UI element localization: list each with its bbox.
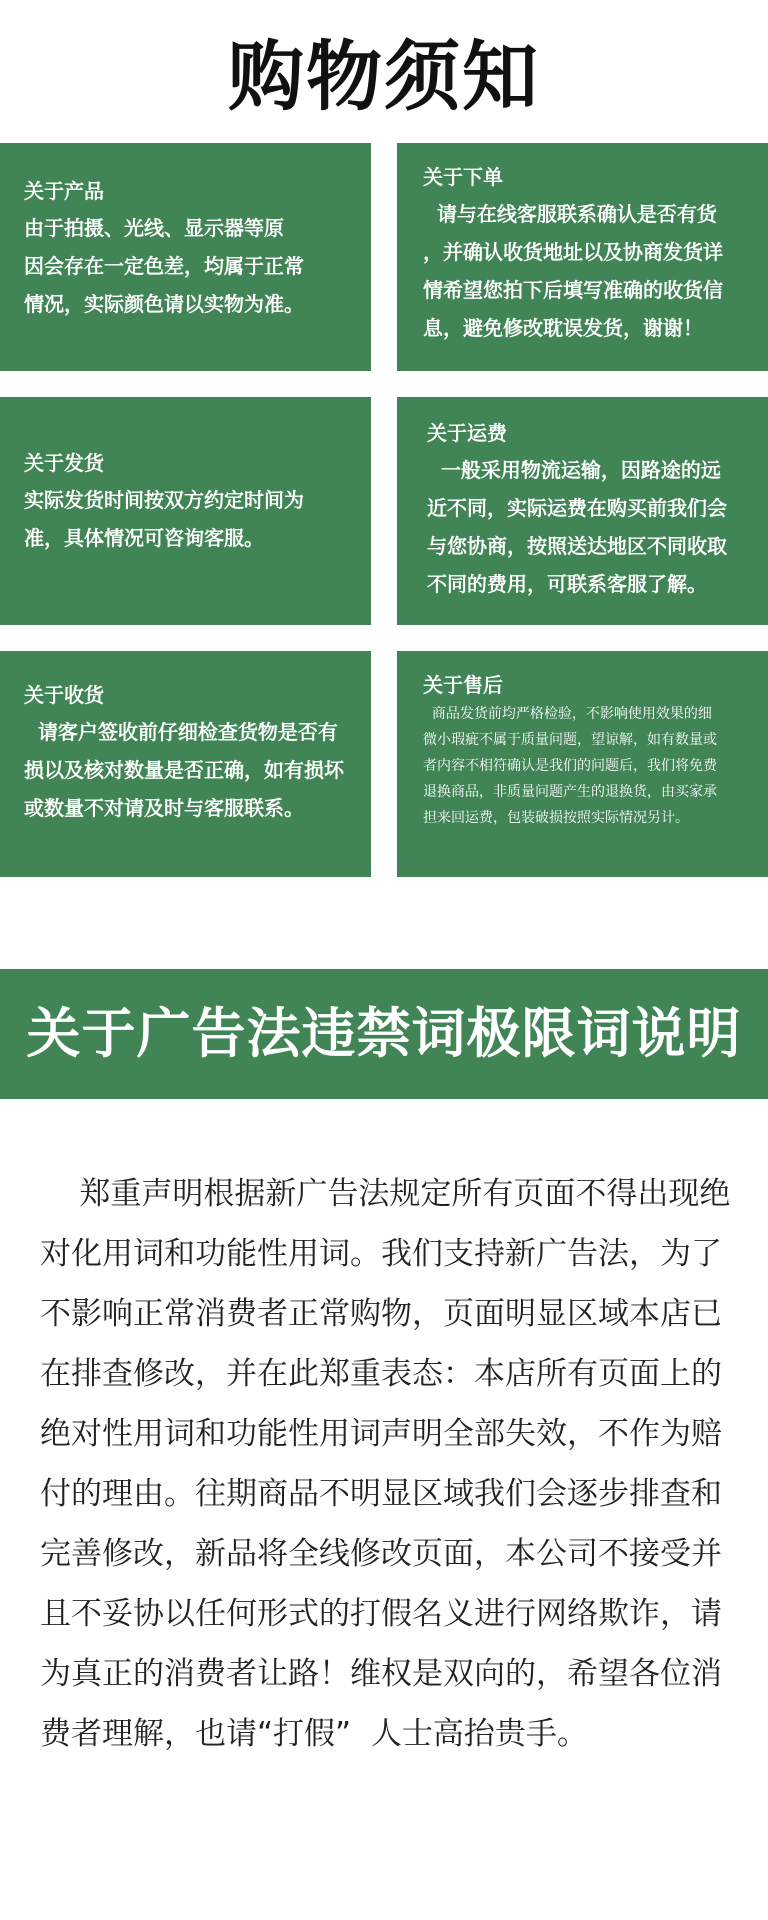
- notice-card-receiving: [0, 651, 371, 877]
- notice-card-after-sales: [397, 651, 768, 877]
- notice-body: 请与在线客服联系确认是否有货 ，并确认收货地址以及协商发货详 情希望您拍下后填写准确的收货信 息，避免修改耽误发货，谢谢！: [423, 202, 723, 340]
- notice-body: 一般采用物流运输，因路途的远 近不同，实际运费在购买前我们会 与您协商，按照送达地区不同收取 不同的费用，可联系客服了解。: [427, 458, 727, 596]
- notice-body: 实际发货时间按双方约定时间为 准，具体情况可咨询客服。: [24, 488, 304, 550]
- section-banner: 关于广告法违禁词极限词说明: [0, 969, 768, 1099]
- notice-body: 商品发货前均严格检验，不影响使用效果的细 微小瑕疵不属于质量问题，望谅解，如有数量或 者内容不相符确认是我们的问题后，我们将免费 退换商品，非质量问题产生的退换货，由买家承 担来回运费，包装破损按照实际情况另计。: [423, 706, 717, 826]
- notice-heading: 关于发货: [24, 451, 104, 475]
- page-title: 购物须知: [228, 32, 540, 121]
- notice-body: 请客户签收前仔细检查货物是否有 损以及核对数量是否正确，如有损坏 或数量不对请及时与客服联系。: [24, 720, 344, 820]
- notice-heading: 关于产品: [24, 179, 104, 203]
- notice-card-product: [0, 143, 371, 371]
- notice-card-shipping: [0, 397, 371, 625]
- statement-text: 郑重声明根据新广告法规定所有页面不得出现绝对化用词和功能性用词。我们支持新广告法，为了不影响正常消费者正常购物，页面明显区域本店已在排查修改，并在此郑重表态：本店所有页面上的绝对性用词和功能性用词声明全部失效，不作为赔付的理由。往期商品不明显区域我们会逐步排查和完善修改，新品将全线修改页面，本公司不接受并且不妥协以任何形式的打假名义进行网络欺诈，请为真正的消费者让路！维权是双向的，希望各位消费者理解，也请“打假” 人士高抬贵手。: [40, 1176, 731, 1752]
- notice-card-order: [397, 143, 768, 371]
- notice-body: 由于拍摄、光线、显示器等原 因会存在一定色差，均属于正常 情况，实际颜色请以实物为准。: [24, 216, 304, 316]
- notice-heading: 关于运费: [427, 421, 507, 445]
- notice-heading: 关于收货: [24, 683, 104, 707]
- notice-heading: 关于售后: [423, 673, 503, 697]
- notice-card-freight: [397, 397, 768, 625]
- notice-heading: 关于下单: [423, 165, 503, 189]
